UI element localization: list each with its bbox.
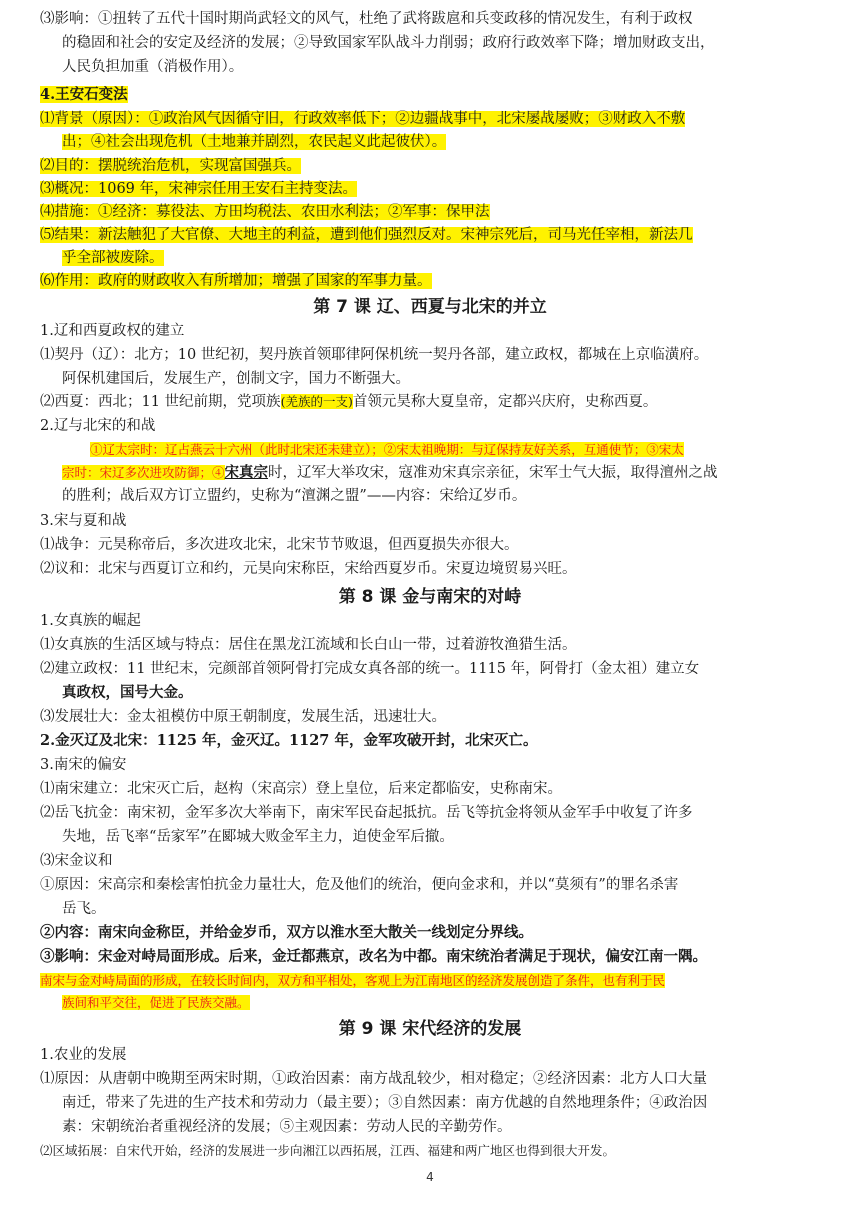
text-line: ⑶发展壮大：金太祖模仿中原王朝制度，发展生活，迅速壮大。 [40,709,446,725]
text-line: 族间和平交往，促进了民族交融。 [62,995,250,1010]
text-line: 岳飞。 [62,901,106,917]
text-line: 3.宋与夏和战 [40,513,127,529]
text-line: 宗时：宋辽多次进攻防御；④宋真宗时，辽军大举攻宋，寇准劝宋真宗亲征，宋军士气大振，取得澶州之战 [62,464,718,481]
text-line: 失地，岳飞率“岳家军”在郾城大败金军主力，迫使金军后撤。 [62,829,454,845]
text-line: ⑸结果：新法触犯了大官僚、大地主的利益，遭到他们强烈反对。宋神宗死后，司马光任宰相，新法几 [40,227,693,243]
text-line: ⑹作用：政府的财政收入有所增加；增强了国家的军事力量。 [40,273,432,289]
text-line: ⑵目的：摆脱统治危机，实现富国强兵。 [40,158,301,174]
text-line: 2.辽与北宋的和战 [40,418,156,434]
text-line: 南迁，带来了先进的生产技术和劳动力（最主要）；③自然因素：南方优越的自然地理条件；④政治因 [62,1095,708,1111]
lesson-title: 第 9 课 宋代经济的发展 [338,1019,522,1039]
text-line: ⑵建立政权：11 世纪末，完颜部首领阿骨打完成女真各部的统一。1115 年，阿骨打（金太祖）建立女 [40,661,700,677]
text-line: ⑵议和：北宋与西夏订立和约，元昊向宋称臣，宋给西夏岁币。宋夏边境贸易兴旺。 [40,561,577,577]
text-line: ⑴原因：从唐朝中晚期至两宋时期，①政治因素：南方战乱较少，相对稳定；②经济因素：北方人口大量 [40,1071,707,1087]
text-line: 阿保机建国后，发展生产，创制文字，国力不断强大。 [62,371,410,387]
lesson-title: 第 7 课 辽、西夏与北宋的并立 [313,297,547,317]
text-line: ⑵西夏：西北；11 世纪前期，党项族(羌族的一支)首领元昊称大夏皇帝，定都兴庆府，史称西夏。 [40,394,658,410]
text-line: ⑷措施：①经济：募役法、方田均税法、农田水利法；②军事：保甲法 [40,204,490,220]
text-line: 人民负担加重（消极作用）。 [62,59,244,75]
text-line: 真政权，国号大金。 [62,684,193,701]
text-line: ②内容：南宋向金称臣，并给金岁币，双方以淮水至大散关一线划定分界线。 [40,924,533,941]
text-line: 1.农业的发展 [40,1047,127,1063]
text-line: 乎全部被废除。 [62,250,164,266]
lesson-title: 第 8 课 金与南宋的对峙 [338,587,522,607]
text-line: 3.南宋的偏安 [40,757,127,773]
text-line: ⑴背景（原因）：①政治风气因循守旧，行政效率低下；②边疆战事中，北宋屡战屡败；③财政入不敷 [40,111,686,127]
text-line: ⑴南宋建立：北宋灭亡后，赵构（宋高宗）登上皇位，后来定都临安，史称南宋。 [40,781,562,797]
text-line: ①辽太宗时：辽占燕云十六州（此时北宋还未建立）；②宋太祖晚期：与辽保持友好关系，互通使节；③宋太 [90,442,684,457]
text-line: ⑵区域拓展：自宋代开始，经济的发展进一步向湘江以西拓展，江西、福建和两广地区也得到很大开发。 [40,1143,616,1158]
text-line: ③影响：宋金对峙局面形成。后来，金迁都燕京，改名为中都。南宋统治者满足于现状，偏安江南一隅。 [40,948,707,965]
text-line: ⑶概况：1069 年，宋神宗任用王安石主持变法。 [40,181,358,197]
section-heading: 4.王安石变法 [40,86,128,103]
text-line: ⑴女真族的生活区域与特点：居住在黑龙江流域和长白山一带，过着游牧渔猎生活。 [40,637,577,653]
text-line: ⑵岳飞抗金：南宋初，金军多次大举南下，南宋军民奋起抵抗。岳飞等抗金将领从金军手中收复了许多 [40,805,693,821]
text-line: 出；④社会出现危机（土地兼并剧烈，农民起义此起彼伏）。 [62,134,447,150]
text-line: 1.辽和西夏政权的建立 [40,323,185,339]
text-line: 的稳固和社会的安定及经济的发展；②导致国家军队战斗力削弱；政府行政效率下降；增加财政支出， [62,35,715,51]
text-line: 1.女真族的崛起 [40,613,141,629]
text-line: ⑴战争：元昊称帝后，多次进攻北宋，北宋节节败退，但西夏损失亦很大。 [40,537,519,553]
text-line: ⑶宋金议和 [40,853,113,869]
text-line: 的胜利；战后双方订立盟约，史称为“澶渊之盟”——内容：宋给辽岁币。 [62,488,527,504]
text-line: ①原因：宋高宗和秦桧害怕抗金力量壮大，危及他们的统治，便向金求和，并以“莫须有”的罪名杀害 [40,877,679,893]
text-line: ⑴契丹（辽）：北方；10 世纪初，契丹族首领耶律阿保机统一契丹各部，建立政权，都城在上京临潢府。 [40,347,709,363]
text-line: 素：宋朝统治者重视经济的发展；⑤主观因素：劳动人民的辛勤劳作。 [62,1119,512,1135]
text-line: 2.金灭辽及北宋：1125 年，金灭辽。1127 年，金军攻破开封，北宋灭亡。 [40,732,538,749]
text-line: 南宋与金对峙局面的形成，在较长时间内，双方和平相处，客观上为江南地区的经济发展创造了条件，也有利于民 [40,973,666,988]
text-line: ⑶影响：①扭转了五代十国时期尚武轻文的风气，杜绝了武将跋扈和兵变政移的情况发生，有利于政权 [40,11,693,27]
page-number: 4 [426,1170,434,1184]
